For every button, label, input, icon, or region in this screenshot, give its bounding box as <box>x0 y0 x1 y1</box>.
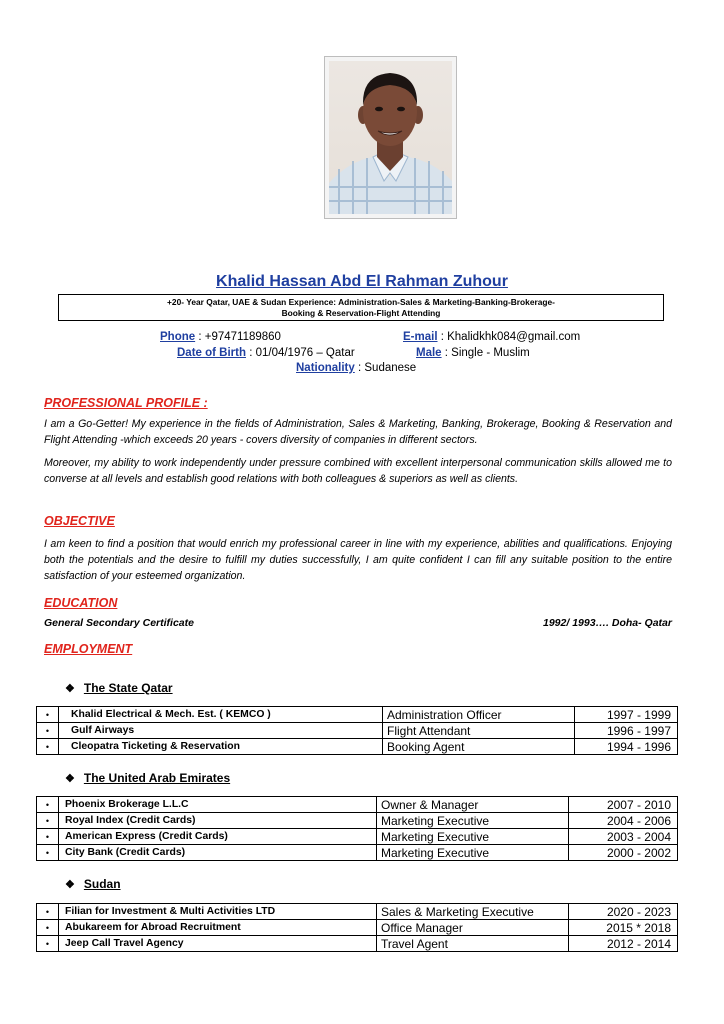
table-row <box>37 739 678 755</box>
company-cell: Phoenix Brokerage L.L.C <box>59 797 377 813</box>
education-heading: EDUCATION <box>44 596 118 610</box>
gender-label: Male <box>416 347 442 359</box>
company-cell: Royal Index (Credit Cards) <box>59 813 377 829</box>
company-cell: Gulf Airways <box>59 723 383 739</box>
dob-row <box>177 347 355 359</box>
country-name: The State Qatar <box>83 681 173 695</box>
employment-heading: EMPLOYMENT <box>44 642 133 656</box>
role-cell: Booking Agent <box>383 739 575 755</box>
nationality-label: Nationality <box>296 362 355 374</box>
company-cell: City Bank (Credit Cards) <box>59 845 377 861</box>
education-degree: General Secondary Certificate <box>44 617 194 629</box>
company-cell: American Express (Credit Cards) <box>59 829 377 845</box>
years-cell: 2000 - 2002 <box>569 845 678 861</box>
years-cell: 1996 - 1997 <box>575 723 678 739</box>
diamond-bullet-icon: ❖ <box>65 773 75 785</box>
dob-value: : 01/04/1976 – Qatar <box>246 347 355 359</box>
headline-line-2: Booking & Reservation-Flight Attending <box>281 308 441 318</box>
profile-paragraph-2: Moreover, my ability to work independently under pressure combined with excellent interpersonal communication skills allowed me to converse at all levels and establish good relations with both colleagues & superiors as well as clients. <box>44 457 672 485</box>
table-row <box>37 904 678 920</box>
years-cell: 1994 - 1996 <box>575 739 678 755</box>
objective-heading: OBJECTIVE <box>44 514 115 528</box>
profile-paragraph-1: I am a Go-Getter! My experience in the fields of Administration, Sales & Marketing, Banking, Brokerage, Booking & Reservation and Flight Attending -which exceeds 20 years - covers diversity of companies in different sectors. <box>44 418 672 446</box>
gender-row <box>416 347 530 359</box>
gender-value: : Single - Muslim <box>441 347 530 359</box>
headline-line-1: +20- Year Qatar, UAE & Sudan Experience: Administration-Sales & Marketing-Banking-Brokerage- <box>167 297 555 307</box>
employment-table-uae <box>36 796 678 861</box>
diamond-bullet-icon: ❖ <box>65 683 75 695</box>
role-cell: Marketing Executive <box>377 845 569 861</box>
company-cell: Filian for Investment & Multi Activities LTD <box>59 904 377 920</box>
years-cell: 2004 - 2006 <box>569 813 678 829</box>
years-cell: 2020 - 2023 <box>569 904 678 920</box>
company-cell: Khalid Electrical & Mech. Est. ( KEMCO ) <box>59 707 383 723</box>
country-name: Sudan <box>83 877 121 891</box>
country-heading-sudan <box>65 877 121 891</box>
candidate-name: Khalid Hassan Abd El Rahman Zuhour <box>216 273 508 290</box>
table-row <box>37 829 678 845</box>
role-cell: Sales & Marketing Executive <box>377 904 569 920</box>
education-date-place: 1992/ 1993…. Doha- Qatar <box>543 617 672 629</box>
email-row <box>403 331 580 343</box>
phone-row <box>160 331 281 343</box>
bullet-icon: • <box>37 920 59 936</box>
bullet-icon: • <box>37 845 59 861</box>
years-cell: 1997 - 1999 <box>575 707 678 723</box>
headline-box <box>58 294 664 321</box>
employment-table-qatar <box>36 706 678 755</box>
country-heading-uae <box>65 771 230 785</box>
years-cell: 2007 - 2010 <box>569 797 678 813</box>
role-cell: Owner & Manager <box>377 797 569 813</box>
diamond-bullet-icon: ❖ <box>65 879 75 891</box>
role-cell: Office Manager <box>377 920 569 936</box>
email-label: E-mail <box>403 331 438 343</box>
role-cell: Marketing Executive <box>377 813 569 829</box>
email-value: : Khalidkhk084@gmail.com <box>437 331 581 343</box>
years-cell: 2012 - 2014 <box>569 936 678 952</box>
profile-heading: PROFESSIONAL PROFILE : <box>44 396 208 410</box>
bullet-icon: • <box>37 797 59 813</box>
bullet-icon: • <box>37 936 59 952</box>
profile-photo <box>324 56 457 219</box>
years-cell: 2015 * 2018 <box>569 920 678 936</box>
employment-table-sudan <box>36 903 678 952</box>
role-cell: Flight Attendant <box>383 723 575 739</box>
portrait-illustration <box>329 61 452 214</box>
table-row <box>37 845 678 861</box>
photo-portrait <box>329 61 452 214</box>
table-row <box>37 797 678 813</box>
years-cell: 2003 - 2004 <box>569 829 678 845</box>
bullet-icon: • <box>37 723 59 739</box>
company-cell: Jeep Call Travel Agency <box>59 936 377 952</box>
table-row <box>37 813 678 829</box>
company-cell: Abukareem for Abroad Recruitment <box>59 920 377 936</box>
role-cell: Travel Agent <box>377 936 569 952</box>
bullet-icon: • <box>37 904 59 920</box>
bullet-icon: • <box>37 829 59 845</box>
table-row <box>37 936 678 952</box>
role-cell: Administration Officer <box>383 707 575 723</box>
nationality-value: : Sudanese <box>354 362 417 374</box>
role-cell: Marketing Executive <box>377 829 569 845</box>
bullet-icon: • <box>37 813 59 829</box>
phone-label: Phone <box>160 331 196 343</box>
nationality-row <box>296 362 416 374</box>
country-heading-qatar <box>65 681 173 695</box>
bullet-icon: • <box>37 707 59 723</box>
objective-paragraph: I am keen to find a position that would enrich my professional career in line with my experience, abilities and qualifications. Enjoying both the potentials and the desire to fulfill my duties successfully, I am quite confident I can fill any suitable position to the entire satisfaction of your esteemed organization. <box>44 538 672 582</box>
dob-label: Date of Birth <box>177 347 246 359</box>
country-name: The United Arab Emirates <box>83 771 231 785</box>
table-row <box>37 723 678 739</box>
table-row <box>37 920 678 936</box>
phone-value: : +97471189860 <box>195 331 281 343</box>
bullet-icon: • <box>37 739 59 755</box>
company-cell: Cleopatra Ticketing & Reservation <box>59 739 383 755</box>
table-row <box>37 707 678 723</box>
